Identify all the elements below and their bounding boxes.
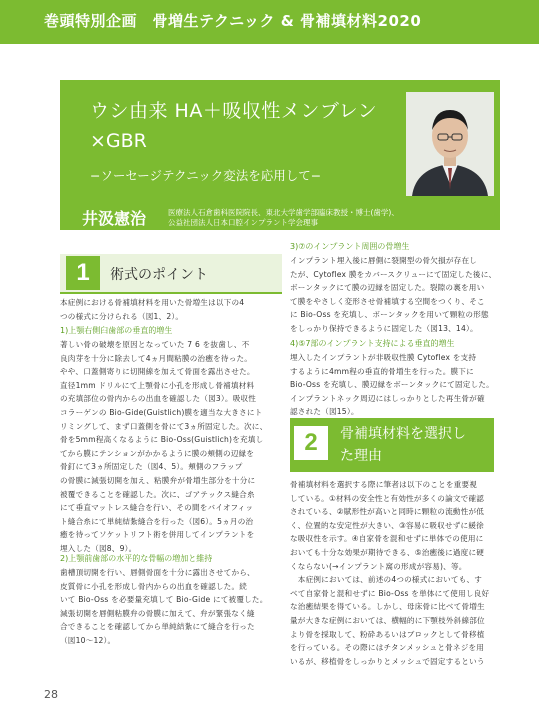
section1-number: 1 bbox=[66, 256, 100, 290]
paragraph-3: インプラント埋入後に唇側に裂開型の骨欠損が存在し たが、Cytoflex 膜をカバースクリューにて固定した後に、 ボーンタックにて膜の辺縁を固定した。裂隙の裏を用い て膜をやさしく変形させ骨補填する空間をつくり、そこ に Bio-Oss を充填し、ボーンタックを用いて顆粒の形態 をしっかり保持できるように固定した（図13、14）。 bbox=[290, 256, 497, 333]
paragraph-2: 歯槽頂切開を行い、唇側骨面を十分に露出させてから、 皮質骨に小孔を形成し骨内からの出血を確認した。続 いて Bio-Oss を必要量充填して Bio-Gide にて被覆した。 減張切開を唇側粘膜弁の骨膜に加えて、弁が緊張なく縫 合できることを確認してから単純結紮にて縫合を行った （図10〜12）。 bbox=[60, 568, 268, 645]
paragraph-4: 埋入したインプラントが非吸収性膜 Cytoflex を支持 するように4mm程の垂直的骨増生を行った。膜下に Bio-Oss を充填し、膜辺縁をボーンタックにて固定した。 インプラントネック周辺にはしっかりとした再生骨が確 認された（図15）。 bbox=[290, 353, 494, 417]
subheading-1: 1)上顎右側臼歯部の垂直的増生 bbox=[60, 326, 173, 335]
article-subtitle: −ソーセージテクニック変法を応用して− bbox=[90, 168, 322, 183]
portrait-icon bbox=[406, 92, 494, 196]
section2-number: 2 bbox=[294, 426, 328, 460]
subheading-2: 2)上顎前歯部の水平的な骨幅の増加と維持 bbox=[60, 554, 213, 563]
hero-banner bbox=[60, 80, 500, 230]
subheading-3: 3)⑦のインプラント周囲の骨増生 bbox=[290, 242, 410, 251]
author-portrait bbox=[406, 92, 494, 196]
article-title-line2: ×GBR bbox=[90, 130, 147, 152]
article-title-line1: ウシ由来 HA＋吸収性メンブレン bbox=[90, 100, 378, 122]
page-header-title: 巻頭特別企画 骨増生テクニック & 骨補填材料2020 bbox=[44, 12, 422, 30]
section1-intro: 本症例における骨補填材料を用いた骨増生は以下の4 つの様式に分けられる（図1、2）。 bbox=[60, 298, 245, 321]
paragraph-1: 著しい骨の破壊を原因となっていた 7 6 を抜歯し、不 良肉芽を十分に除去して4ヵ月間粘膜の治癒を待った。 やや、口蓋側寄りに切開線を加えて骨面を露出させた。 直径1mm ドリルにて上顎骨に小孔を形成し骨補填材料 の充填部位の骨内からの出血を確認した（図3）。吸収性 コラーゲンの Bio-Gide(Guistlich)膜を適当な大きさにト リミングして、まず口蓋側を骨にて3ヵ所固定した。次に、 骨を5mm程高くなるように Bio-Oss(Guistlich)を充填し てから膜にテンションがかかるように膜の頬側の辺縁を 骨釘にて3ヵ所固定した（図4、5）。頬側のフラップ の骨膜に減張切開を加え、粘膜弁が骨増生部分を十分に 被覆できることを確認した。次に、ゴアテックス縫合糸 にて垂直マットレス縫合を行い、その間をバイオフィッ ト縫合糸にて単純結紮縫合を行った（図6）。5ヵ月の治 癒を待ってソケットリフト術を併用してインプラントを 埋入した（図8、9）。 bbox=[60, 340, 268, 553]
section2-paragraph: 骨補填材料を選択する際に筆者は以下のことを重要視 している。①材料の安全性と有効性が多くの論文で確認 されている、②賦形性が高いと同時に顆粒の流動性が低 く、位置的な安定性が大きい、③容易に吸収せずに緩徐 な吸収性を示す。④自家骨を混和せずに単体での使用に おいても十分な効果が期待できる、⑤治癒後に過度に硬 くならない(→インプラント窩の形成が容易)、等。 本症例においては、前述の4つの様式においても、す べて自家骨と混和せずに Bio-Oss を単体にて使用し良好 な治癒結果を得ている。しかし、母床骨に比べて骨増生 量が大きな症例においては、横幅的に下顎枝外斜線部位 より骨を採取して、粉砕あるいはブロックとして骨移植 を行っている。その際にはチタンメッシュと骨ネジを用 いるが、移植骨をしっかりとメッシュで固定するという bbox=[290, 480, 490, 666]
section1-title: 術式のポイント bbox=[110, 267, 208, 283]
page-number: 28 bbox=[44, 688, 58, 701]
section2-title-line1: 骨補填材料を選択し bbox=[340, 426, 466, 442]
affiliation-line1: 医療法人石倉歯科医院院長、東北大学歯学部臨床教授・博士(歯学)、 bbox=[168, 208, 399, 217]
affiliation-line2: 公益社団法人日本口腔インプラント学会理事 bbox=[168, 218, 318, 227]
author-affiliation bbox=[168, 208, 399, 228]
subheading-4: 4)⑤7部のインプラント支持による垂直的増生 bbox=[290, 339, 455, 348]
author-name: 井汲憲治 bbox=[82, 209, 147, 228]
section2-title-line2: た理由 bbox=[340, 448, 382, 464]
